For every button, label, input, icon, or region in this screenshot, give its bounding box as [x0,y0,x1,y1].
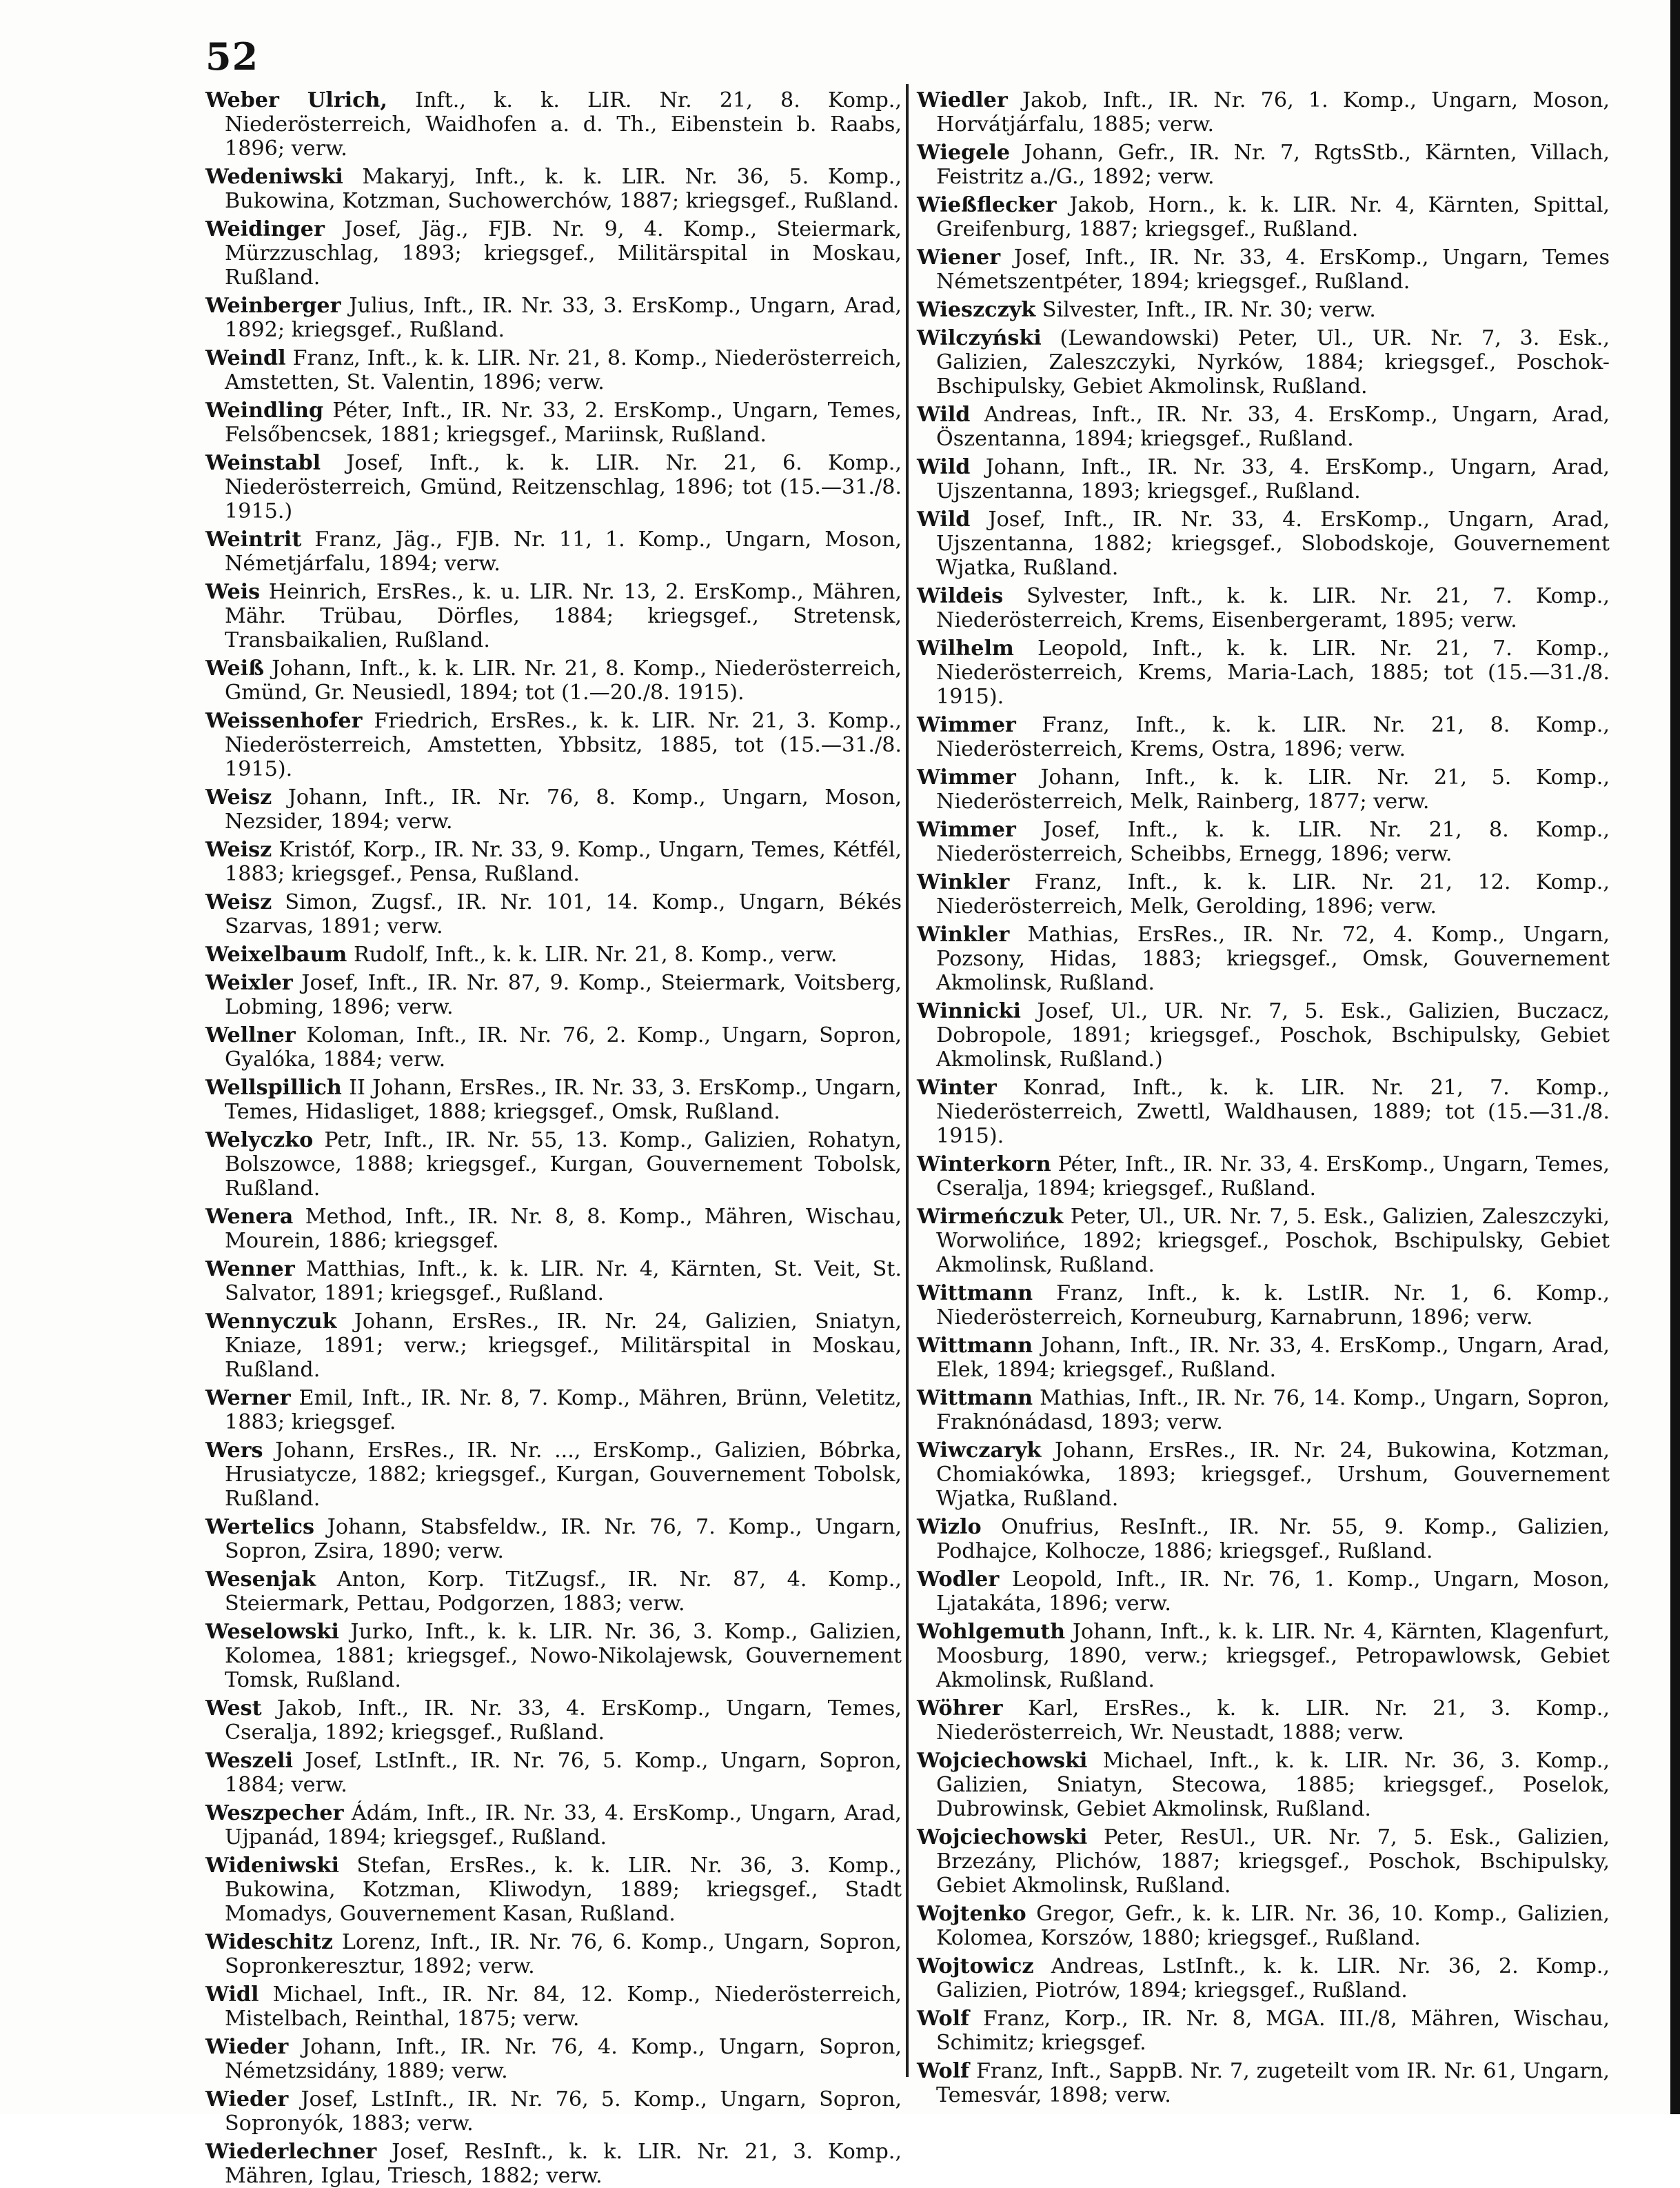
register-entry [205,451,902,523]
register-entry [917,1076,1610,1148]
entry-surname: Wolf [917,2007,970,2031]
register-entry [917,1205,1610,1277]
entry-surname: Wilczyński [917,326,1042,350]
entry-details: Johann, Inft., k. k. LIR. Nr. 21, 5. Komp., Niederösterreich, Melk, Rainberg, 1877; verw. [936,765,1610,814]
entry-details: Johann, Inft., IR. Nr. 33, 4. ErsKomp., Ungarn, Arad, Elek, 1894; kriegsgef., Rußland. [936,1334,1610,1382]
entry-details: Johann, Inft., k. k. LIR. Nr. 4, Kärnten, Klagenfurt, Moosburg, 1890, verw.; kriegsgef., Petropawlowsk, Gebiet Akmolinsk, Rußland. [936,1620,1610,1692]
entry-surname: Winter [917,1076,997,1100]
register-entry [917,818,1610,866]
entry-surname: Wieder [205,2035,289,2059]
entry-details: Julius, Inft., IR. Nr. 33, 3. ErsKomp., Ungarn, Arad, 1892; kriegsgef., Rußland. [225,294,902,342]
register-entry [205,1749,902,1797]
entry-details: Franz, Korp., IR. Nr. 8, MGA. III./8, Mähren, Wischau, Schimitz; kriegsgef. [936,2007,1610,2055]
right-column [917,88,1610,2107]
register-entry [205,709,902,781]
entry-surname: Weixelbaum [205,943,347,967]
entry-details: Peter, Ul., UR. Nr. 7, 5. Esk., Galizien, Zaleszczyki, Worwolińce, 1892; kriegsgef., Poschok, Bschipulsky, Gebiet Akmolinsk, Rußland. [936,1205,1610,1277]
entry-surname: Wöhrer [917,1696,1003,1720]
entry-details: Johann, Inft., IR. Nr. 76, 8. Komp., Ungarn, Moson, Nezsider, 1894; verw. [225,785,902,834]
register-entry [205,890,902,939]
entry-surname: Wießflecker [917,193,1057,217]
entry-details: Franz, Inft., k. k. LIR. Nr. 21, 8. Komp., Niederösterreich, Amstetten, St. Valentin, 1896; verw. [225,346,902,394]
register-entry [205,580,902,652]
entry-surname: Wittmann [917,1334,1033,1358]
entry-surname: Wieszczyk [917,298,1036,322]
entry-surname: Weber Ulrich, [205,88,387,112]
entry-details: Friedrich, ErsRes., k. k. LIR. Nr. 21, 3. Komp., Niederösterreich, Amstetten, Ybbsitz, 1885, tot (15.—31./8. 1915). [225,709,902,781]
entry-details: Josef, Inft., IR. Nr. 33, 4. ErsKomp., Ungarn, Temes Németszentpéter, 1894; kriegsgef., Rußland. [936,245,1610,294]
entry-surname: Wittmann [917,1386,1033,1410]
entry-details: Josef, Inft., k. k. LIR. Nr. 21, 8. Komp., Niederösterreich, Scheibbs, Ernegg, 1896; verw. [936,818,1610,866]
entry-details: Stefan, ErsRes., k. k. LIR. Nr. 36, 3. Komp., Bukowina, Kotzman, Kliwodyn, 1889; kriegsgef., Stadt Momadys, Gouvernement Kasan, Rußland. [225,1854,902,1926]
entry-surname: Wimmer [917,713,1016,737]
register-entry [205,943,902,967]
entry-details: Rudolf, Inft., k. k. LIR. Nr. 21, 8. Komp., verw. [353,943,838,967]
entry-details: Franz, Inft., k. k. LIR. Nr. 21, 12. Komp., Niederösterreich, Melk, Gerolding, 1896; verw. [936,870,1610,919]
entry-surname: Weiß [205,656,265,681]
entry-details: (Lewandowski) Peter, Ul., UR. Nr. 7, 3. Esk., Galizien, Zaleszczyki, Nyrków, 1884; kriegsgef., Poschok-Bschipulsky, Gebiet Akmolinsk, Rußland. [936,326,1610,399]
entry-details: Franz, Inft., k. k. LstIR. Nr. 1, 6. Komp., Niederösterreich, Korneuburg, Karnabrunn, 1896; verw. [936,1281,1610,1329]
register-entry [917,403,1610,451]
entry-details: Josef, ResInft., k. k. LIR. Nr. 21, 3. Komp., Mähren, Iglau, Triesch, 1882; verw. [225,2140,902,2188]
entry-surname: Weis [205,580,261,604]
entry-details: Anton, Korp. TitZugsf., IR. Nr. 87, 4. Komp., Steiermark, Pettau, Podgorzen, 1883; verw. [225,1567,902,1616]
register-entry [917,1515,1610,1563]
entry-surname: Wolf [917,2059,970,2083]
entry-details: Ádám, Inft., IR. Nr. 33, 4. ErsKomp., Ungarn, Arad, Ujpanád, 1894; kriegsgef., Rußland. [225,1801,902,1849]
entry-surname: Wohlgemuth [917,1620,1066,1644]
entry-surname: Wellner [205,1023,296,1047]
register-entry [917,1696,1610,1745]
entry-details: Mathias, ErsRes., IR. Nr. 72, 4. Komp., Ungarn, Pozsony, Hidas, 1883; kriegsgef., Omsk, Gouvernement Akmolinsk, Rußland. [936,923,1610,995]
page-number: 52 [205,34,259,79]
entry-details: Matthias, Inft., k. k. LIR. Nr. 4, Kärnten, St. Veit, St. Salvator, 1891; kriegsgef., Rußland. [225,1257,902,1305]
entry-surname: Weisz [205,890,272,914]
entry-surname: Winkler [917,923,1010,947]
entry-surname: Wennyczuk [205,1309,337,1334]
entry-surname: Weinstabl [205,451,321,475]
entry-surname: Winkler [917,870,1010,894]
register-entry [205,1930,902,1978]
entry-details: Mathias, Inft., IR. Nr. 76, 14. Komp., Ungarn, Sopron, Fraknónádasd, 1893; verw. [936,1386,1610,1434]
entry-details: Konrad, Inft., k. k. LIR. Nr. 21, 7. Komp., Niederösterreich, Zwettl, Waldhausen, 1889; tot (15.—31./8. 1915). [936,1076,1610,1148]
entry-surname: Wenera [205,1205,294,1229]
entry-surname: Wildeis [917,584,1004,608]
register-entry [205,1205,902,1253]
entry-surname: Weissenhofer [205,709,363,733]
entry-surname: Wirmeńczuk [917,1205,1064,1229]
entry-details: Heinrich, ErsRes., k. u. LIR. Nr. 13, 2. ErsKomp., Mähren, Mähr. Trübau, Dörfles, 1884; kriegsgef., Stretensk, Transbaikalien, Rußland. [225,580,902,652]
register-entry [205,399,902,447]
entry-surname: Wiegele [917,141,1011,165]
register-entry [917,1902,1610,1950]
entry-surname: Winnicki [917,999,1021,1023]
register-entry [917,1620,1610,1692]
entry-details: Josef, Jäg., FJB. Nr. 9, 4. Komp., Steiermark, Mürzzuschlag, 1893; kriegsgef., Militärspital in Moskau, Rußland. [225,217,902,290]
entry-details: Sylvester, Inft., k. k. LIR. Nr. 21, 7. Komp., Niederösterreich, Krems, Eisenbergeramt, 1895; verw. [936,584,1610,632]
entry-surname: Weszpecher [205,1801,344,1825]
entry-details: Johann, Gefr., IR. Nr. 7, RgtsStb., Kärnten, Villach, Feistritz a./G., 1892; verw. [936,141,1610,189]
entry-details: Leopold, Inft., k. k. LIR. Nr. 21, 7. Komp., Niederösterreich, Krems, Maria-Lach, 1885; tot (15.—31./8. 1915). [936,636,1610,709]
register-entry [917,584,1610,632]
entry-details: Makaryj, Inft., k. k. LIR. Nr. 36, 5. Komp., Bukowina, Kotzman, Suchowerchów, 1887; kriegsgef., Rußland. [225,165,902,213]
register-entry [205,1309,902,1382]
register-entry [205,1983,902,2031]
entry-details: Johann, Inft., k. k. LIR. Nr. 21, 8. Komp., Niederösterreich, Gmünd, Gr. Neusiedl, 1894; tot (1.—20./8. 1915). [225,656,902,705]
entry-details: Johann, ErsRes., IR. Nr. 24, Bukowina, Kotzman, Chomiakówka, 1893; kriegsgef., Urshum, Gouvernement Wjatka, Rußland. [936,1438,1610,1511]
entry-details: Inft., k. k. LIR. Nr. 21, 8. Komp., Niederösterreich, Waidhofen a. d. Th., Eibenstein b. Raabs, 1896; verw. [225,88,902,161]
entry-surname: Wild [917,508,971,532]
register-entry [917,88,1610,137]
entry-surname: Weisz [205,785,272,810]
register-entry [205,217,902,290]
register-entry [205,1076,902,1124]
register-entry [205,1696,902,1745]
register-entry [205,1257,902,1305]
register-entry [205,1386,902,1434]
entry-details: Andreas, Inft., IR. Nr. 33, 4. ErsKomp., Ungarn, Arad, Öszentanna, 1894; kriegsgef., Rußland. [936,403,1610,451]
entry-surname: Weindling [205,399,324,423]
register-entry [205,2087,902,2136]
entry-surname: Wiwczaryk [917,1438,1042,1463]
entry-details: Franz, Jäg., FJB. Nr. 11, 1. Komp., Ungarn, Moson, Németjárfalu, 1894; verw. [225,528,902,576]
entry-surname: Weisz [205,838,272,862]
entry-details: Leopold, Inft., IR. Nr. 76, 1. Komp., Ungarn, Moson, Ljatakáta, 1896; verw. [936,1567,1610,1616]
entry-surname: Wesenjak [205,1567,316,1592]
entry-details: Josef, Inft., IR. Nr. 33, 4. ErsKomp., Ungarn, Arad, Ujszentanna, 1882; kriegsgef., Slobodskoje, Gouvernement Wjatka, Rußland. [936,508,1610,580]
entry-details: Jakob, Horn., k. k. LIR. Nr. 4, Kärnten, Spittal, Greifenburg, 1887; kriegsgef., Rußland. [936,193,1610,241]
entry-surname: Wizlo [917,1515,982,1539]
entry-details: Emil, Inft., IR. Nr. 8, 7. Komp., Mähren, Brünn, Veletitz, 1883; kriegsgef. [225,1386,902,1434]
entry-details: Péter, Inft., IR. Nr. 33, 4. ErsKomp., Ungarn, Temes, Cseralja, 1894; kriegsgef., Rußland. [936,1152,1610,1201]
register-entry [917,1954,1610,2003]
register-entry [205,1854,902,1926]
entry-surname: Wellspillich [205,1076,342,1100]
entry-details: Péter, Inft., IR. Nr. 33, 2. ErsKomp., Ungarn, Temes, Felsőbencsek, 1881; kriegsgef., Mariinsk, Rußland. [225,399,902,447]
entry-surname: Wiederlechner [205,2140,377,2164]
register-entry [205,1801,902,1849]
entry-surname: Wodler [917,1567,1000,1592]
register-entry [205,294,902,342]
entry-details: Simon, Zugsf., IR. Nr. 101, 14. Komp., Ungarn, Békés Szarvas, 1891; verw. [225,890,902,939]
entry-details: Johann, Inft., IR. Nr. 76, 4. Komp., Ungarn, Sopron, Németzsidány, 1889; verw. [225,2035,902,2083]
register-entry [205,2035,902,2083]
register-entry [205,165,902,213]
register-entry [205,1515,902,1563]
register-entry [917,1438,1610,1511]
register-entry [205,1438,902,1511]
register-entry [917,713,1610,761]
entry-surname: Wieder [205,2087,289,2111]
register-entry [205,528,902,576]
entry-details: Josef, Ul., UR. Nr. 7, 5. Esk., Galizien, Buczacz, Dobropole, 1891; kriegsgef., Poschok, Bschipulsky, Gebiet Akmolinsk, Rußland.) [936,999,1610,1072]
entry-surname: Wojciechowski [917,1825,1088,1849]
entry-surname: Weidinger [205,217,325,241]
entry-surname: West [205,1696,262,1720]
entry-surname: Wild [917,455,971,479]
entry-details: Koloman, Inft., IR. Nr. 76, 2. Komp., Ungarn, Sopron, Gyalóka, 1884; verw. [225,1023,902,1072]
register-entry [917,245,1610,294]
register-entry [205,656,902,705]
entry-surname: Wenner [205,1257,295,1281]
entry-surname: Winterkorn [917,1152,1051,1176]
register-entry [205,1620,902,1692]
register-entry [917,923,1610,995]
entry-surname: Weinberger [205,294,341,318]
entry-surname: Werner [205,1386,291,1410]
entry-details: Silvester, Inft., IR. Nr. 30; verw. [1042,298,1376,322]
entry-details: Michael, Inft., k. k. LIR. Nr. 36, 3. Komp., Galizien, Sniatyn, Stecowa, 1885; kriegsgef., Poselok, Dubrowinsk, Gebiet Akmolinsk, Rußland. [936,1749,1610,1821]
entry-details: Johann, ErsRes., IR. Nr. ..., ErsKomp., Galizien, Bóbrka, Hrusiatycze, 1882; kriegsgef., Kurgan, Gouvernement Tobolsk, Rußland. [225,1438,902,1511]
entry-details: II Johann, ErsRes., IR. Nr. 33, 3. ErsKomp., Ungarn, Temes, Hidasliget, 1888; kriegsgef., Omsk, Rußland. [225,1076,902,1124]
register-entry [917,455,1610,503]
register-entry [917,2007,1610,2055]
entry-surname: Wittmann [917,1281,1033,1305]
register-entry [205,1567,902,1616]
entry-surname: Weselowski [205,1620,339,1644]
register-entry [917,1825,1610,1898]
entry-details: Johann, ErsRes., IR. Nr. 24, Galizien, Sniatyn, Kniaze, 1891; verw.; kriegsgef., Militärspital in Moskau, Rußland. [225,1309,902,1382]
entry-surname: Wimmer [917,818,1016,842]
entry-surname: Wedeniwski [205,165,343,189]
entry-details: Jakob, Inft., IR. Nr. 33, 4. ErsKomp., Ungarn, Temes, Cseralja, 1892; kriegsgef., Rußland. [225,1696,902,1745]
entry-details: Lorenz, Inft., IR. Nr. 76, 6. Komp., Ungarn, Sopron, Sopronkeresztur, 1892; verw. [225,1930,902,1978]
entry-surname: Weindl [205,346,286,370]
register-entry [917,298,1610,322]
register-entry [917,999,1610,1072]
register-entry [917,508,1610,580]
register-entry [917,1567,1610,1616]
entry-surname: Wild [917,403,971,427]
register-entry [917,1152,1610,1201]
register-entry [917,1334,1610,1382]
register-entry [917,141,1610,189]
register-entry [917,870,1610,919]
entry-details: Franz, Inft., SappB. Nr. 7, zugeteilt vom IR. Nr. 61, Ungarn, Temesvár, 1898; verw. [936,2059,1610,2107]
register-entry [205,1128,902,1201]
entry-details: Johann, Stabsfeldw., IR. Nr. 76, 7. Komp., Ungarn, Sopron, Zsira, 1890; verw. [225,1515,902,1563]
entry-surname: Wers [205,1438,263,1463]
register-entry [205,838,902,886]
entry-details: Karl, ErsRes., k. k. LIR. Nr. 21, 3. Komp., Niederösterreich, Wr. Neustadt, 1888; verw. [936,1696,1610,1745]
entry-details: Jakob, Inft., IR. Nr. 76, 1. Komp., Ungarn, Moson, Horvátjárfalu, 1885; verw. [936,88,1610,137]
entry-details: Josef, Inft., k. k. LIR. Nr. 21, 6. Komp., Niederösterreich, Gmünd, Reitzenschlag, 1896; tot (15.—31./8. 1915.) [225,451,902,523]
register-entry [917,1281,1610,1329]
register-entry [205,346,902,394]
entry-details: Peter, ResUl., UR. Nr. 7, 5. Esk., Galizien, Brzezány, Plichów, 1887; kriegsgef., Poschok, Bschipulsky, Gebiet Akmolinsk, Rußland. [936,1825,1610,1898]
entry-surname: Welyczko [205,1128,314,1152]
entry-details: Josef, Inft., IR. Nr. 87, 9. Komp., Steiermark, Voitsberg, Lobming, 1896; verw. [225,971,902,1019]
register-entry [917,193,1610,241]
entry-surname: Wojciechowski [917,1749,1088,1773]
entry-details: Josef, LstInft., IR. Nr. 76, 5. Komp., Ungarn, Sopron, 1884; verw. [225,1749,902,1797]
register-entry [917,2059,1610,2107]
register-entry [205,1023,902,1072]
register-entry [205,971,902,1019]
left-column [205,88,902,2188]
entry-details: Josef, LstInft., IR. Nr. 76, 5. Komp., Ungarn, Sopron, Sopronyók, 1883; verw. [225,2087,902,2136]
entry-surname: Weixler [205,971,293,995]
entry-details: Johann, Inft., IR. Nr. 33, 4. ErsKomp., Ungarn, Arad, Ujszentanna, 1893; kriegsgef., Rußland. [936,455,1610,503]
register-entry [917,1386,1610,1434]
entry-surname: Wiener [917,245,1001,270]
entry-details: Andreas, LstInft., k. k. LIR. Nr. 36, 2. Komp., Galizien, Piotrów, 1894; kriegsgef., Rußland. [936,1954,1610,2003]
register-entry [917,1749,1610,1821]
entry-surname: Wojtenko [917,1902,1026,1926]
entry-details: Gregor, Gefr., k. k. LIR. Nr. 36, 10. Komp., Galizien, Kolomea, Korszów, 1880; kriegsgef., Rußland. [936,1902,1610,1950]
entry-details: Jurko, Inft., k. k. LIR. Nr. 36, 3. Komp., Galizien, Kolomea, 1881; kriegsgef., Nowo-Nikolajewsk, Gouvernement Tomsk, Rußland. [225,1620,902,1692]
entry-surname: Weszeli [205,1749,293,1773]
entry-details: Kristóf, Korp., IR. Nr. 33, 9. Komp., Ungarn, Temes, Kétfél, 1883; kriegsgef., Pensa, Rußland. [225,838,902,886]
entry-details: Petr, Inft., IR. Nr. 55, 13. Komp., Galizien, Rohatyn, Bolszowce, 1888; kriegsgef., Kurgan, Gouvernement Tobolsk, Rußland. [225,1128,902,1201]
register-entry [205,785,902,834]
entry-details: Method, Inft., IR. Nr. 8, 8. Komp., Mähren, Wischau, Mourein, 1886; kriegsgef. [225,1205,902,1253]
entry-surname: Wilhelm [917,636,1014,661]
entry-surname: Wideschitz [205,1930,334,1954]
entry-surname: Wojtowicz [917,1954,1034,1978]
register-entry [205,2140,902,2188]
column-divider [906,84,909,2077]
entry-details: Franz, Inft., k. k. LIR. Nr. 21, 8. Komp., Niederösterreich, Krems, Ostra, 1896; verw. [936,713,1610,761]
entry-details: Onufrius, ResInft., IR. Nr. 55, 9. Komp., Galizien, Podhajce, Kolhocze, 1886; kriegsgef., Rußland. [936,1515,1610,1563]
register-entry [917,326,1610,399]
entry-surname: Weintrit [205,528,302,552]
register-entry [917,765,1610,814]
entry-surname: Wideniwski [205,1854,339,1878]
register-entry [205,88,902,161]
register-entry [917,636,1610,709]
entry-surname: Wiedler [917,88,1008,112]
entry-surname: Wertelics [205,1515,315,1539]
entry-surname: Wimmer [917,765,1016,790]
entry-surname: Widl [205,1983,259,2007]
entry-details: Michael, Inft., IR. Nr. 84, 12. Komp., Niederösterreich, Mistelbach, Reinthal, 1875; verw. [225,1983,902,2031]
